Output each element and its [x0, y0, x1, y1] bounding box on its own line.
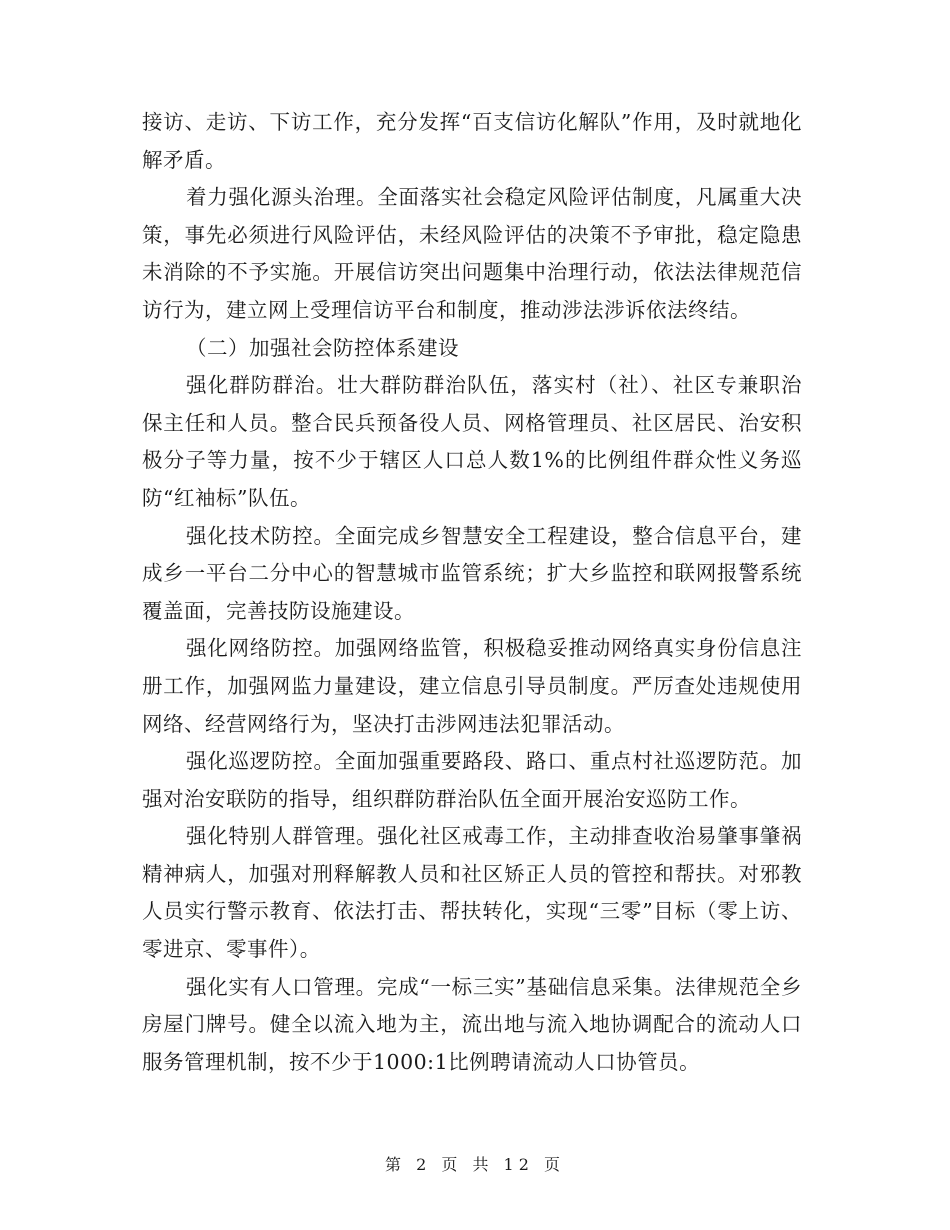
paragraph-source-governance: 着力强化源头治理。全面落实社会稳定风险评估制度，凡属重大决策，事先必须进行风险评估，未经风险评估的决策不予审批，稳定隐患未消除的不予实施。开展信访突出问题集中治理行动，依法法律规范信访行为，建立网上受理信访平台和制度，推动涉法涉诉依法终结。	[142, 185, 802, 322]
paragraph-technical-prevention: 强化技术防控。全面完成乡智慧安全工程建设，整合信息平台，建成乡一平台二分中心的智慧城市监管系统；扩大乡监控和联网报警系统覆盖面，完善技防设施建设。	[142, 523, 802, 623]
page-number-footer: 第 2 页 共 12 页	[385, 1155, 565, 1174]
paragraph-mass-prevention: 强化群防群治。壮大群防群治队伍，落实村（社）、社区专兼职治保主任和人员。整合民兵预备役人员、网格管理员、社区居民、治安积极分子等力量，按不少于辖区人口总人数1%的比例组件群众性义务巡防“红袖标”队伍。	[142, 373, 802, 510]
paragraph-network-prevention: 强化网络防控。加强网络监管，积极稳妥推动网络真实身份信息注册工作，加强网监力量建设，建立信息引导员制度。严厉查处违规使用网络、经营网络行为，坚决打击涉网违法犯罪活动。	[142, 636, 802, 736]
paragraph-continuation: 接访、走访、下访工作，充分发挥“百支信访化解队”作用，及时就地化解矛盾。	[142, 110, 802, 172]
document-body	[142, 104, 802, 1081]
paragraph-population-management: 强化实有人口管理。完成“一标三实”基础信息采集。法律规范全乡房屋门牌号。健全以流入地为主，流出地与流入地协调配合的流动人口服务管理机制，按不少于1000:1比例聘请流动人口协管员。	[142, 974, 802, 1074]
section-heading: （二）加强社会防控体系建设	[186, 335, 459, 360]
paragraph-special-groups: 强化特别人群管理。强化社区戒毒工作，主动排查收治易肇事肇祸精神病人，加强对刑释解教人员和社区矫正人员的管控和帮扶。对邪教人员实行警示教育、依法打击、帮扶转化，实现“三零”目标（零上访、零进京、零事件）。	[142, 824, 802, 962]
paragraph-patrol-prevention: 强化巡逻防控。全面加强重要路段、路口、重点村社巡逻防范。加强对治安联防的指导，组织群防群治队伍全面开展治安巡防工作。	[142, 749, 802, 811]
